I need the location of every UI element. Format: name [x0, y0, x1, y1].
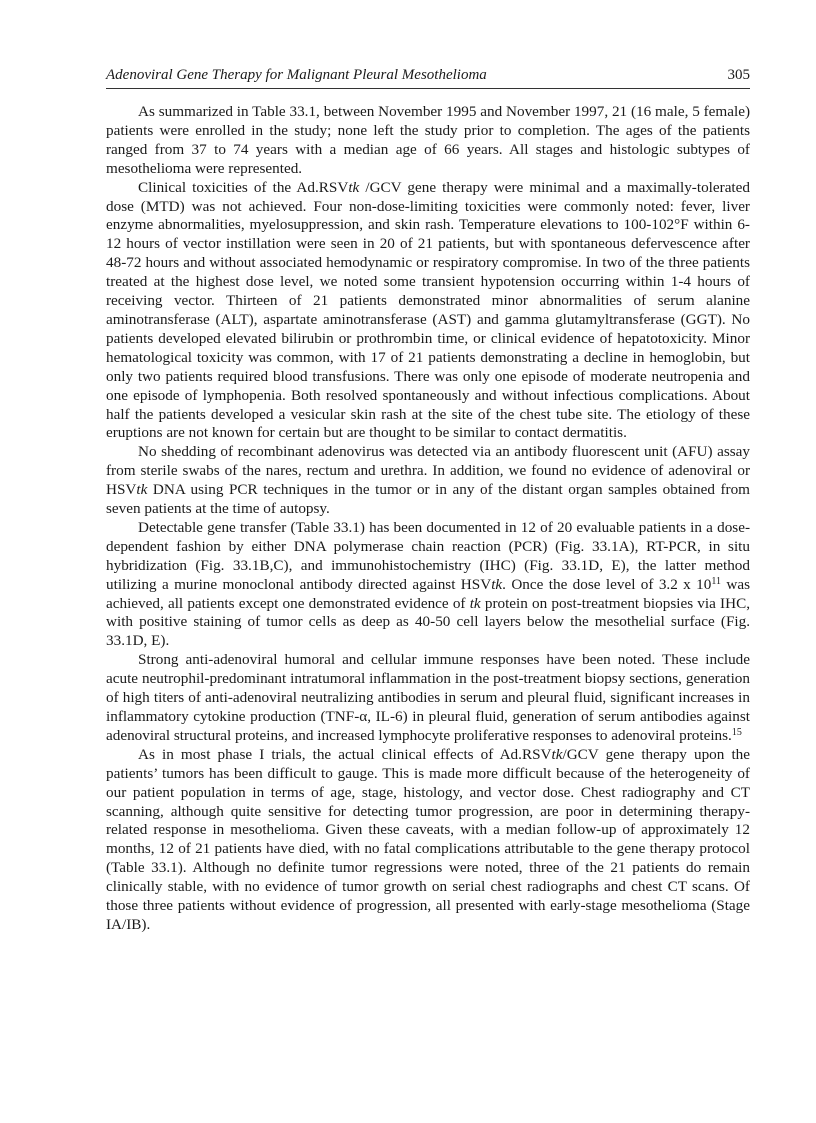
- paragraph-gene-transfer: Detectable gene transfer (Table 33.1) has been documented in 12 of 20 evaluable patients in a dose-dependent fashion by either DNA polymerase chain reaction (PCR) (Fig. 33.1A), RT-PCR, in situ hybridization (Fig. 33.1B,C), and immunohistochemistry (IHC) (Fig. 33.1D, E), the latter method utilizing a murine monoclonal antibody directed against HSVtk. Once the dose level of 3.2 x $10^{11}$ was achieved, all patients except one demonstrated evidence of tk protein on post-treatment biopsies via IHC, with positive staining of tumor cells as deep as 40-50 cell layers below the mesothelial surface (Fig. 33.1D, E).: [106, 518, 750, 650]
- reference-15: 15: [731, 726, 742, 738]
- paragraph-enrollment: As summarized in Table 33.1, between November 1995 and November 1997, 21 (16 male, 5 female) patients were enrolled in the study; none left the study prior to completion. The ages of the patients ranged from 37 to 74 years with a median age of 66 years. All stages and histologic subtypes of mesothelioma were represented.: [106, 103, 750, 177]
- paragraph-immune-responses: Strong anti-adenoviral humoral and cellular immune responses have been noted. These include acute neutrophil-predominant intratumoral inflammation in the post-treatment biopsy sections, generation of high titers of anti-adenoviral neutralizing antibodies in serum and pleural fluid, significant increases in inflammatory cytokine production (TNF-α, IL-6) in pleural fluid, generation of serum antibodies against adenoviral structural proteins, and increased lymphocyte proliferative responses to adenoviral proteins.$^{15}$: [106, 651, 750, 744]
- paragraph-toxicities: Clinical toxicities of the Ad.RSVtk /GCV gene therapy were minimal and a maximally-tolerated dose (MTD) was not achieved. Four non-dose-limiting toxicities were commonly noted: fever, liver enzyme abnormalities, myelosuppression, and skin rash. Temperature elevations to 100-102°F within 6-12 hours of vector instillation were seen in 20 of 21 patients, but with spontaneous defervescence after 48-72 hours and without associated hemodynamic or respiratory compromise. In two of the three patients treated at the highest dose level, we noted some transient hypotension occurring within 1-4 hours of receiving vector. Thirteen of 21 patients demonstrated minor abnormalities of serum alanine aminotransferase (ALT), aspartate aminotransferase (AST) and gamma glutamyltransferase (GGT). No patients developed elevated bilirubin or prothrombin time, or clinical evidence of hepatotoxicity. Minor hematological toxicity was common, with 17 of 21 patients demonstrating a decline in hemoglobin, but only two patients required blood transfusions. There was only one episode of moderate neutropenia and one episode of lymphopenia. Both resolved spontaneously and without infectious complications. About half the patients developed a vesicular skin rash at the site of the chest tube site. The etiology of these eruptions are not known for certain but are thought to be similar to contact dermatitis.: [106, 178, 750, 442]
- paragraph-clinical-effects: As in most phase I trials, the actual clinical effects of Ad.RSVtk/GCV gene therapy upon the patients’ tumors has been difficult to gauge. This is made more difficult because of the heterogeneity of our patient population in terms of age, stage, histology, and vector dose. Chest radiography and CT scanning, although quite sensitive for detecting tumor progression, are poor in determining therapy-related response in mesothelioma. Given these caveats, with a median follow-up of approximately 12 months, 12 of 21 patients have died, with no fatal complications attributable to the gene therapy protocol (Table 33.1). Although no definite tumor regressions were noted, three of the 21 patients do remain clinically stable, with no evidence of tumor growth on serial chest radiographs and chest CT scans. Of those three patients without evidence of progression, all presented with early-stage mesothelioma (Stage IA/IB).: [106, 745, 750, 933]
- exponent: 11: [711, 575, 721, 587]
- running-title: Adenoviral Gene Therapy for Malignant Pleural Mesothelioma: [106, 67, 487, 83]
- paragraph-shedding: No shedding of recombinant adenovirus was detected via an antibody fluorescent unit (AFU) assay from sterile swabs of the nares, rectum and urethra. In addition, we found no evidence of adenoviral or HSVtk DNA using PCR techniques in the tumor or in any of the distant organ samples obtained from seven patients at the time of autopsy.: [106, 443, 750, 518]
- body-text: [106, 103, 750, 935]
- running-header: [106, 66, 750, 89]
- page-number: 305: [727, 67, 750, 83]
